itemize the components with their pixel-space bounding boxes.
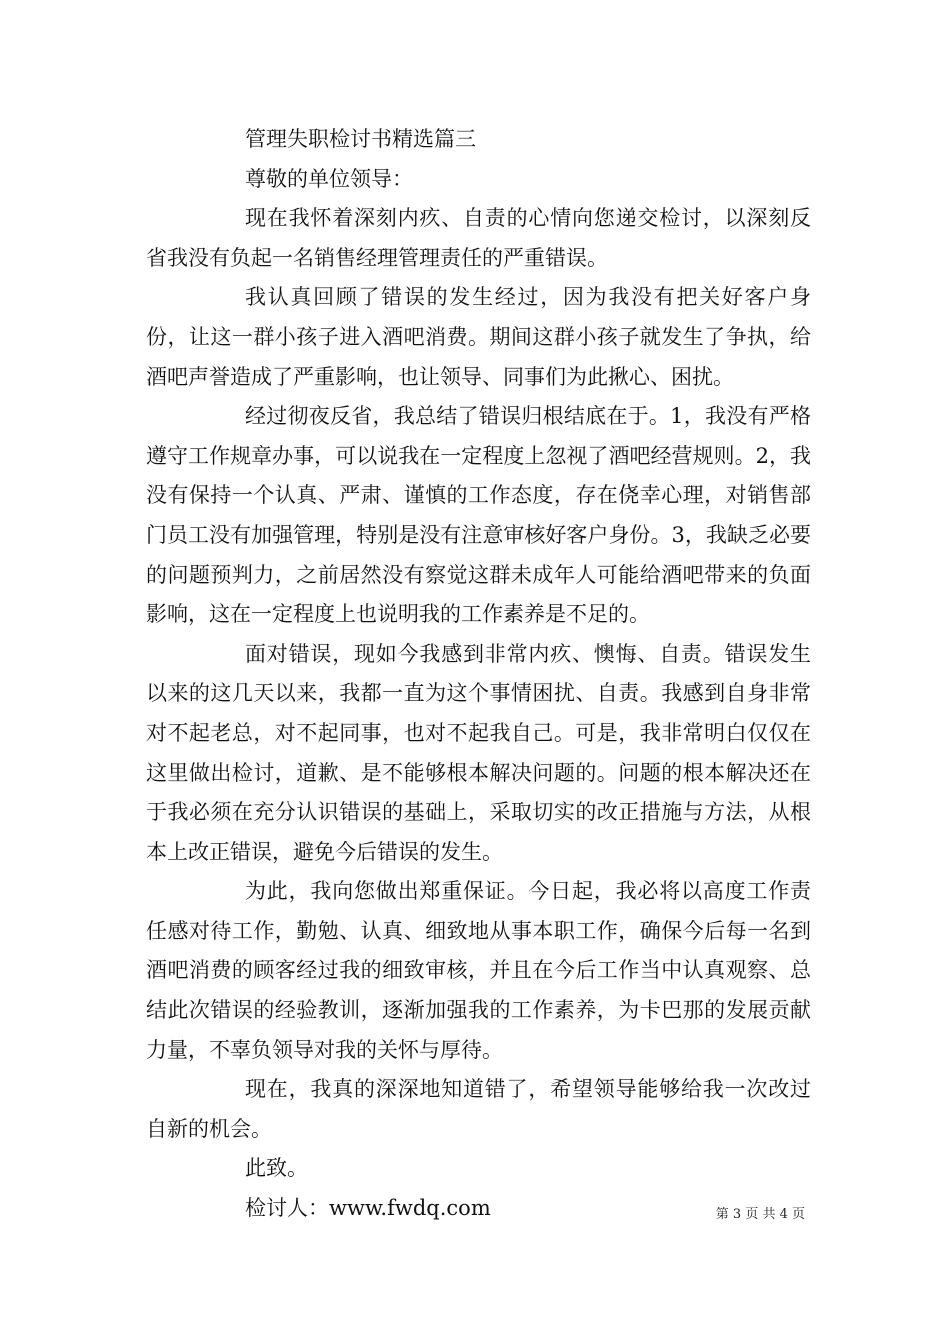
signature: 检讨人：www.fwdq.com: [245, 1196, 491, 1221]
paragraph-2: 我认真回顾了错误的发生经过，因为我没有把关好客户身份，让这一群小孩子进入酒吧消费。期间这群小孩子就发生了争执，给酒吧声誉造成了严重影响，也让领导、同事们为此揪心、困扰。: [146, 285, 811, 389]
paragraph-1: 现在我怀着深刻内疚、自责的心情向您递交检讨，以深刻反省我没有负起一名销售经理管理责任的严重错误。: [146, 206, 811, 270]
closing: 此致。: [245, 1156, 308, 1181]
document-title: 管理失职检讨书精选篇三: [245, 127, 476, 151]
page-number: 第 3 页 共 4 页: [715, 1207, 805, 1222]
salutation: 尊敬的单位领导：: [245, 166, 413, 191]
document-body: [146, 120, 811, 1229]
paragraph-4: 面对错误，现如今我感到非常内疚、懊悔、自责。错误发生以来的这几天以来，我都一直为这个事情困扰、自责。我感到自身非常对不起老总，对不起同事，也对不起我自己。可是，我非常明白仅仅在这里做出检讨，道歉、是不能够根本解决问题的。问题的根本解决还在于我必须在充分认识错误的基础上，采取切实的改正措施与方法，从根本上改正错误，避免今后错误的发生。: [146, 641, 811, 864]
paragraph-5: 为此，我向您做出郑重保证。今日起，我必将以高度工作责任感对待工作，勤勉、认真、细致地从事本职工作，确保今后每一名到酒吧消费的顾客经过我的细致审核，并且在今后工作当中认真观察、总结此次错误的经验教训，逐渐加强我的工作素养，为卡巴那的发展贡献力量，不辜负领导对我的关怀与厚待。: [146, 879, 811, 1062]
paragraph-3: 经过彻夜反省，我总结了错误归根结底在于。1，我没有严格遵守工作规章办事，可以说我在一定程度上忽视了酒吧经营规则。2，我没有保持一个认真、严肃、谨慎的工作态度，存在侥幸心理，对销售部门员工没有加强管理，特别是没有注意审核好客户身份。3，我缺乏必要的问题预判力，之前居然没有察觉这群未成年人可能给酒吧带来的负面影响，这在一定程度上也说明我的工作素养是不足的。: [146, 404, 811, 627]
paragraph-6: 现在，我真的深深地知道错了，希望领导能够给我一次改过自新的机会。: [146, 1077, 811, 1141]
